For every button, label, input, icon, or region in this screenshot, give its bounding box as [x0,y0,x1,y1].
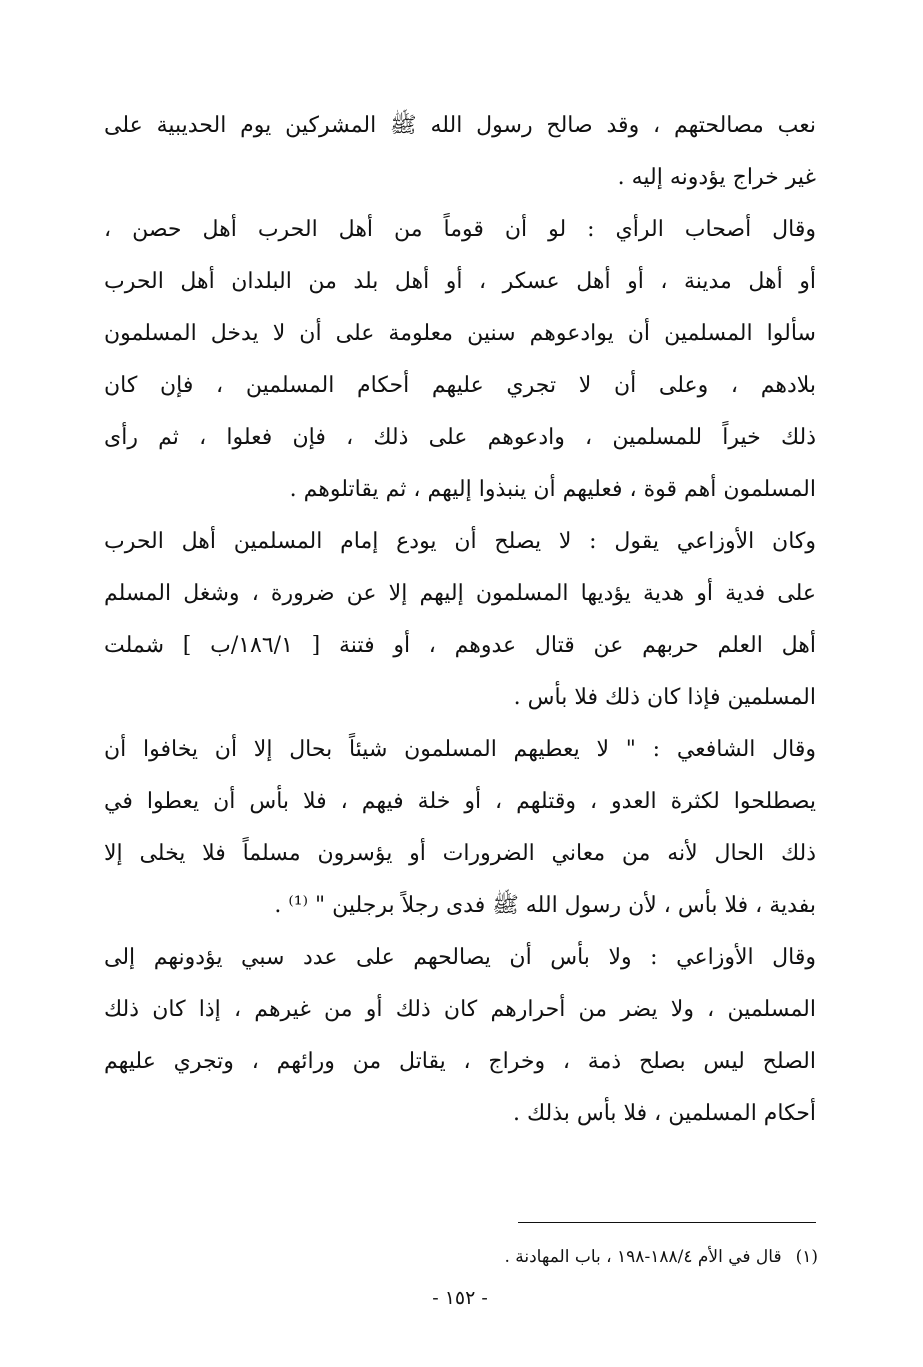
main-text-block [104,100,816,1140]
text-line-15: ذلك الحال لأنه من معاني الضرورات أو يؤسرون مسلماً فلا يخلى إلا [104,841,816,866]
text-line-8: المسلمون أهم قوة ، فعليهم أن ينبذوا إليهم ، ثم يقاتلوهم . [289,477,816,502]
text-line-13: وقال الشافعي : " لا يعطيهم المسلمون شيئاً بحال إلا أن يخافوا أن [104,737,816,762]
text-line-5: سألوا المسلمين أن يوادعوهم سنين معلومة على أن لا يدخل المسلمون [104,321,816,346]
text-line-11: أهل العلم حربهم عن قتال عدوهم ، أو فتنة [ ١٨٦/١/ب ] شملت [104,633,816,658]
text-line-12: المسلمين فإذا كان ذلك فلا بأس . [513,685,816,710]
footnote-marker: (١) [795,1247,818,1267]
text-line-19: الصلح ليس بصلح ذمة ، وخراج ، يقاتل من ورائهم ، وتجري عليهم [104,1049,816,1074]
footnote [430,1242,818,1272]
text-line-9: وكان الأوزاعي يقول : لا يصلح أن يودع إمام المسلمين أهل الحرب [104,529,816,554]
text-line-4: أو أهل مدينة ، أو أهل عسكر ، أو أهل بلد من البلدان أهل الحرب [104,269,816,294]
text-line-16: بفدية ، فلا بأس ، لأن رسول الله ﷺ فدى رجلاً برجلين " ⁽¹⁾ . [274,893,816,918]
text-line-18: المسلمين ، ولا يضر من أحرارهم كان ذلك أو من غيرهم ، إذا كان ذلك [104,997,816,1022]
text-line-10: على فدية أو هدية يؤديها المسلمون إليهم إلا عن ضرورة ، وشغل المسلم [104,581,816,606]
text-line-6: بلادهم ، وعلى أن لا تجري عليهم أحكام المسلمين ، فإن كان [104,373,816,398]
footnote-text: قال في الأم ١٨٨/٤-١٩٨ ، باب المهادنة . [504,1247,782,1267]
footnote-divider [518,1222,816,1223]
page-number: - ١٥٢ - [432,1287,488,1309]
text-line-1: نعب مصالحتهم ، وقد صالح رسول الله ﷺ المشركين يوم الحديبية على [104,113,816,138]
text-line-3: وقال أصحاب الرأي : لو أن قوماً من أهل الحرب أهل حصن ، [104,217,816,242]
text-line-17: وقال الأوزاعي : ولا بأس أن يصالحهم على عدد سبي يؤدونهم إلى [104,945,816,970]
text-line-14: يصطلحوا لكثرة العدو ، وقتلهم ، أو خلة فيهم ، فلا بأس أن يعطوا في [104,789,816,814]
text-line-2: غير خراج يؤدونه إليه . [617,165,816,190]
text-line-20: أحكام المسلمين ، فلا بأس بذلك . [512,1101,816,1126]
text-line-7: ذلك خيراً للمسلمين ، وادعوهم على ذلك ، فإن فعلوا ، ثم رأى [104,425,816,450]
